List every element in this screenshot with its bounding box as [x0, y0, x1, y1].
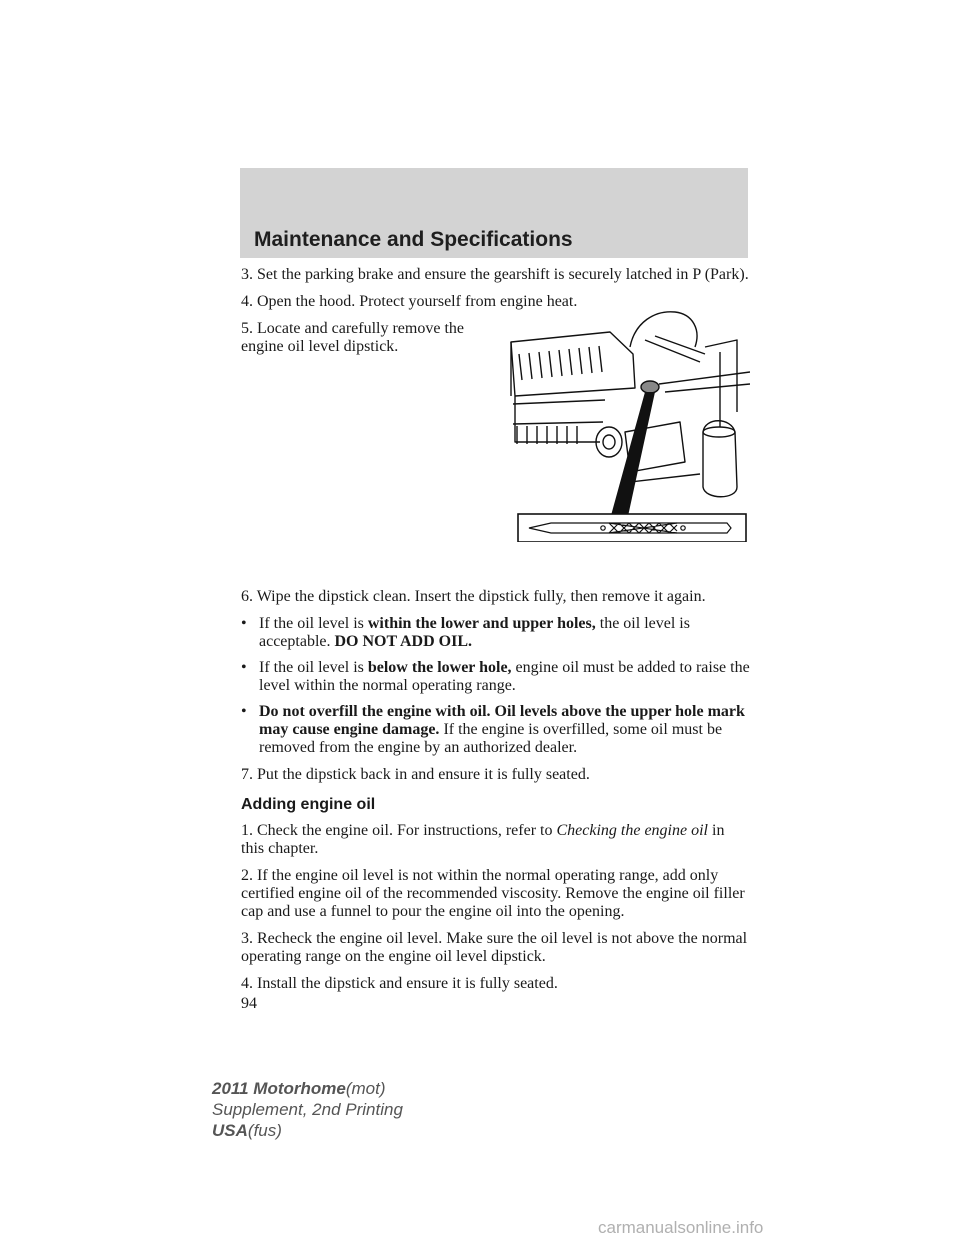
- bullet-item: [241, 615, 751, 651]
- adding-oil-heading: Adding engine oil: [241, 796, 376, 813]
- adding-step-3: 3. Recheck the engine oil level. Make sure the oil level is not above the normal operating range on the engine oil level dipstick.: [241, 930, 748, 965]
- paragraph-text: in this chapter.: [241, 822, 725, 857]
- section-title: Maintenance and Specifications: [254, 228, 573, 251]
- footer-line-1: [212, 1078, 403, 1099]
- page-content: [241, 266, 751, 1022]
- bullet-emphasis: within the lower and upper holes,: [367, 615, 596, 632]
- step-6: 6. Wipe the dipstick clean. Insert the dipstick fully, then remove it again.: [241, 588, 706, 605]
- footer-region: USA: [212, 1121, 248, 1140]
- step-3: 3. Set the parking brake and ensure the gearshift is securely latched in P (Park).: [241, 266, 749, 283]
- footer-model: 2011 Motorhome: [212, 1079, 346, 1098]
- bullet-text: engine oil must be added to raise the level within the normal operating range.: [259, 659, 750, 694]
- cross-reference: Checking the engine oil: [556, 822, 708, 839]
- bullet-text: the oil level is acceptable.: [259, 615, 690, 650]
- site-watermark: carmanualsonline.info: [598, 1218, 764, 1237]
- step-5-block: [241, 320, 751, 578]
- bullet-item: [241, 659, 751, 695]
- adding-step-2: 2. If the engine oil level is not within the normal operating range, add only certified engine oil of the recommended viscosity. Remove the engine oil filler cap and use a funnel to pour the engine oil into the opening.: [241, 867, 745, 920]
- footer-code: (mot): [345, 1079, 386, 1098]
- section-header-band: [240, 168, 748, 258]
- fluid-reservoir: [703, 421, 737, 497]
- bullet-text: If the oil level is: [259, 615, 368, 632]
- bullet-text: If the engine is overfilled, some oil must be removed from the engine by an authorized dealer.: [259, 721, 723, 756]
- bullet-dot: •: [241, 703, 247, 720]
- footer-line-3: [212, 1120, 403, 1141]
- paragraph-text: 1. Check the engine oil. For instructions, refer to: [241, 822, 557, 839]
- page-number: 94: [241, 995, 257, 1012]
- step-4: 4. Open the hood. Protect yourself from engine heat.: [241, 293, 578, 310]
- dipstick-detail-box: [518, 514, 746, 542]
- bullet-emphasis: DO NOT ADD OIL.: [334, 633, 473, 650]
- bullet-emphasis: Do not overfill the engine with oil. Oil levels above the upper hole mark may cause engine damage.: [259, 703, 745, 738]
- pointer-wedge: [607, 392, 655, 530]
- print-footer: [212, 1078, 403, 1141]
- oil-level-bullets: [241, 615, 751, 757]
- bullet-dot: •: [241, 659, 247, 676]
- step-7: 7. Put the dipstick back in and ensure it is fully seated.: [241, 766, 590, 783]
- bullet-emphasis: below the lower hole,: [367, 659, 512, 676]
- adding-step-4: 4. Install the dipstick and ensure it is fully seated.: [241, 975, 558, 992]
- dipstick-handle: [641, 381, 659, 393]
- footer-line-2: Supplement, 2nd Printing: [212, 1100, 403, 1119]
- bullet-item: [241, 703, 751, 757]
- engine-dipstick-illustration: [505, 292, 750, 542]
- adding-step-1: [241, 822, 751, 858]
- footer-code: (fus): [247, 1121, 282, 1140]
- bullet-dot: •: [241, 615, 247, 632]
- bullet-text: If the oil level is: [259, 659, 368, 676]
- step-5: 5. Locate and carefully remove the engine oil level dipstick.: [241, 320, 464, 355]
